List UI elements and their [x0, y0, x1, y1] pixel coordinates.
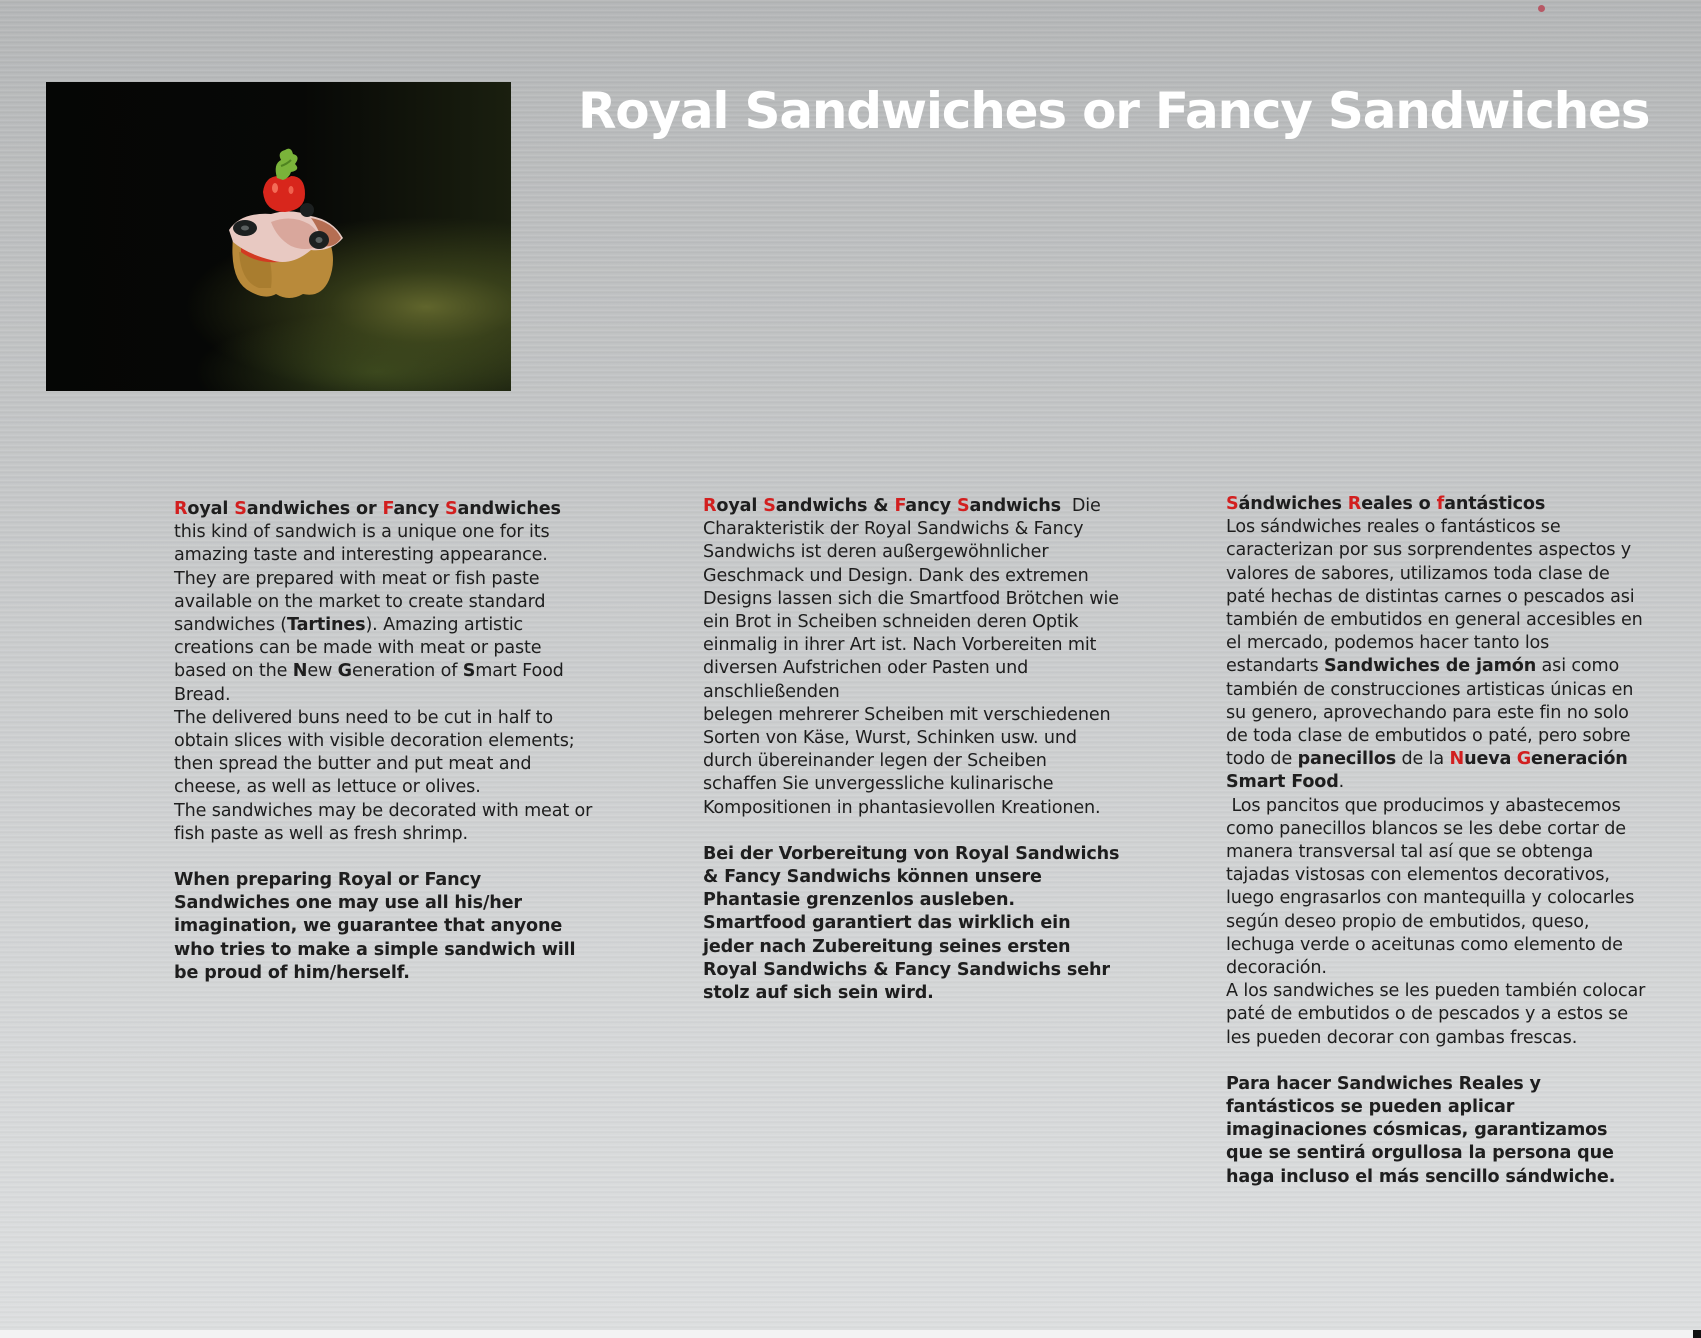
body-text: .: [1338, 772, 1345, 793]
body-text: eneration of: [351, 661, 463, 682]
page-title: Royal Sandwiches or Fancy Sandwiches: [578, 82, 1650, 140]
body-text: ew: [307, 661, 338, 682]
heading-initial-s: S: [1226, 494, 1239, 514]
heading-initial-r: R: [703, 496, 717, 516]
spanish-paragraph-3: A los sandwiches se les pueden también colocar paté de embutidos o de pescados y a estos se les pueden decorar con gambas frescas.: [1226, 981, 1646, 1048]
bold-term: Tartines: [287, 615, 366, 636]
sandwich-illustration: [211, 142, 361, 312]
english-column: [174, 498, 594, 985]
heading-text: andwichs &: [775, 496, 895, 516]
heading-initial-r: R: [1347, 494, 1362, 514]
heading-text: andwiches or: [246, 499, 383, 519]
corner-mark: [1693, 1330, 1701, 1338]
bold-term: eneración Smart Food: [1226, 749, 1628, 793]
heading-initial-s: S: [445, 499, 458, 519]
spanish-closing: Para hacer Sandwiches Reales y fantásticos se pueden aplicar imaginaciones cósmicas, garantizamos que se sentirá orgullosa la persona que haga incluso el más sencillo sándwiche.: [1226, 1073, 1616, 1187]
bold-initial: S: [462, 661, 476, 682]
body-text: ). Amazing artistic creations can be made with meat or paste based on the: [174, 615, 542, 682]
heading-text: ándwiches: [1238, 494, 1348, 514]
body-text: asi como también de construcciones artisticas únicas en su genero, aprovechando para este fin no solo de toda clase de embutidos o paté, pero sobre todo de: [1226, 656, 1634, 770]
heading-text: ancy: [393, 499, 445, 519]
bold-term: ueva: [1464, 749, 1512, 770]
red-initial: G: [1516, 749, 1532, 770]
heading-initial-f: F: [894, 496, 906, 516]
english-paragraph-2: The delivered buns need to be cut in half to obtain slices with visible decoration elements; then spread the butter and put meat and cheese, as well as lettuce or olives.: [174, 707, 575, 798]
heading-initial-s: S: [763, 496, 776, 516]
body-text: mart Food Bread.: [174, 661, 564, 705]
english-paragraph-3: The sandwiches may be decorated with meat or fish paste as well as fresh shrimp.: [174, 800, 593, 844]
bold-initial: N: [292, 661, 308, 682]
spanish-heading: [1226, 493, 1646, 516]
page-bottom-edge: [0, 1330, 1701, 1338]
spanish-paragraph-1: [1226, 516, 1646, 794]
heading-initial-f: F: [382, 499, 394, 519]
english-closing: When preparing Royal or Fancy Sandwiches one may use all his/her imagination, we guarantee that anyone who tries to make a simple sandwich will be proud of him/herself.: [174, 870, 576, 983]
english-heading: [174, 498, 594, 521]
bold-term: Sandwiches de jamón: [1324, 656, 1537, 677]
german-paragraph-1: Charakteristik der Royal Sandwichs & Fancy Sandwichs ist deren außergewöhnlicher Geschmack und Design. Dank des extremen Designs lassen sich die Smartfood Brötchen wie ein Brot in Scheiben schneiden deren Optik einmalig in ihrer Art ist. Nach Vorbereiten mit diversen Aufstrichen oder Pasten und anschließenden: [703, 519, 1119, 702]
red-initial: N: [1449, 749, 1465, 770]
german-paragraph-2: belegen mehrerer Scheiben mit verschiedenen Sorten von Käse, Wurst, Schinken usw. und durch übereinander legen der Scheiben schaffen Sie unvergessliche kulinarische Kompositionen in phantasievollen Kreationen.: [703, 704, 1111, 818]
heading-text: oyal: [187, 499, 235, 519]
heading-text: andwichs: [969, 496, 1061, 516]
body-text: Los sándwiches reales o fantásticos se caracterizan por sus sorprendentes aspectos y valores de sabores, utilizamos toda clase de paté hechas de distintas carnes o pescados asi también de embutidos en general accesibles en el mercado, podemos hacer tanto los estandarts: [1226, 517, 1643, 677]
heading-text: antásticos: [1444, 494, 1546, 514]
german-closing: Bei der Vorbereitung von Royal Sandwichs & Fancy Sandwichs können unsere Phantasie grenzenlos ausleben. Smartfood garantiert das wirklich ein jeder nach Zubereitung seines ersten Royal Sandwichs & Fancy Sandwichs sehr stolz auf sich sein wird.: [703, 843, 1120, 1004]
print-speck: [1538, 5, 1545, 12]
heading-text: oyal: [716, 496, 764, 516]
german-heading: [703, 495, 1123, 518]
heading-initial-s: S: [956, 496, 970, 516]
sandwich-photo: [46, 82, 511, 391]
german-column: [703, 495, 1123, 1005]
heading-text: eales o: [1361, 494, 1437, 514]
bold-term: panecillos: [1297, 749, 1397, 770]
heading-initial-r: R: [174, 499, 188, 519]
heading-trailing-text: Die: [1061, 496, 1101, 516]
body-text: de la: [1396, 749, 1450, 770]
heading-initial-s: S: [234, 499, 247, 519]
spanish-column: [1226, 493, 1646, 1189]
body-text: this kind of sandwich is a unique one for its amazing taste and interesting appearance. They are prepared with meat or fish paste available on the market to create standard sandwiches (: [174, 522, 550, 636]
spanish-paragraph-2: Los pancitos que producimos y abastecemos como panecillos blancos se les debe cortar de manera transversal tal así que se obtenga tajadas vistosas con elementos decorativos, luego engrasarlos con mantequilla y colocarles según deseo propio de embutidos, queso, lechuga verde o aceitunas como elemento de decoración.: [1226, 795, 1640, 979]
heading-text: andwiches: [457, 499, 561, 519]
bold-initial: G: [337, 661, 352, 682]
heading-initial-f: f: [1436, 494, 1445, 514]
heading-text: ancy: [905, 496, 957, 516]
english-paragraph-1: [174, 521, 594, 707]
